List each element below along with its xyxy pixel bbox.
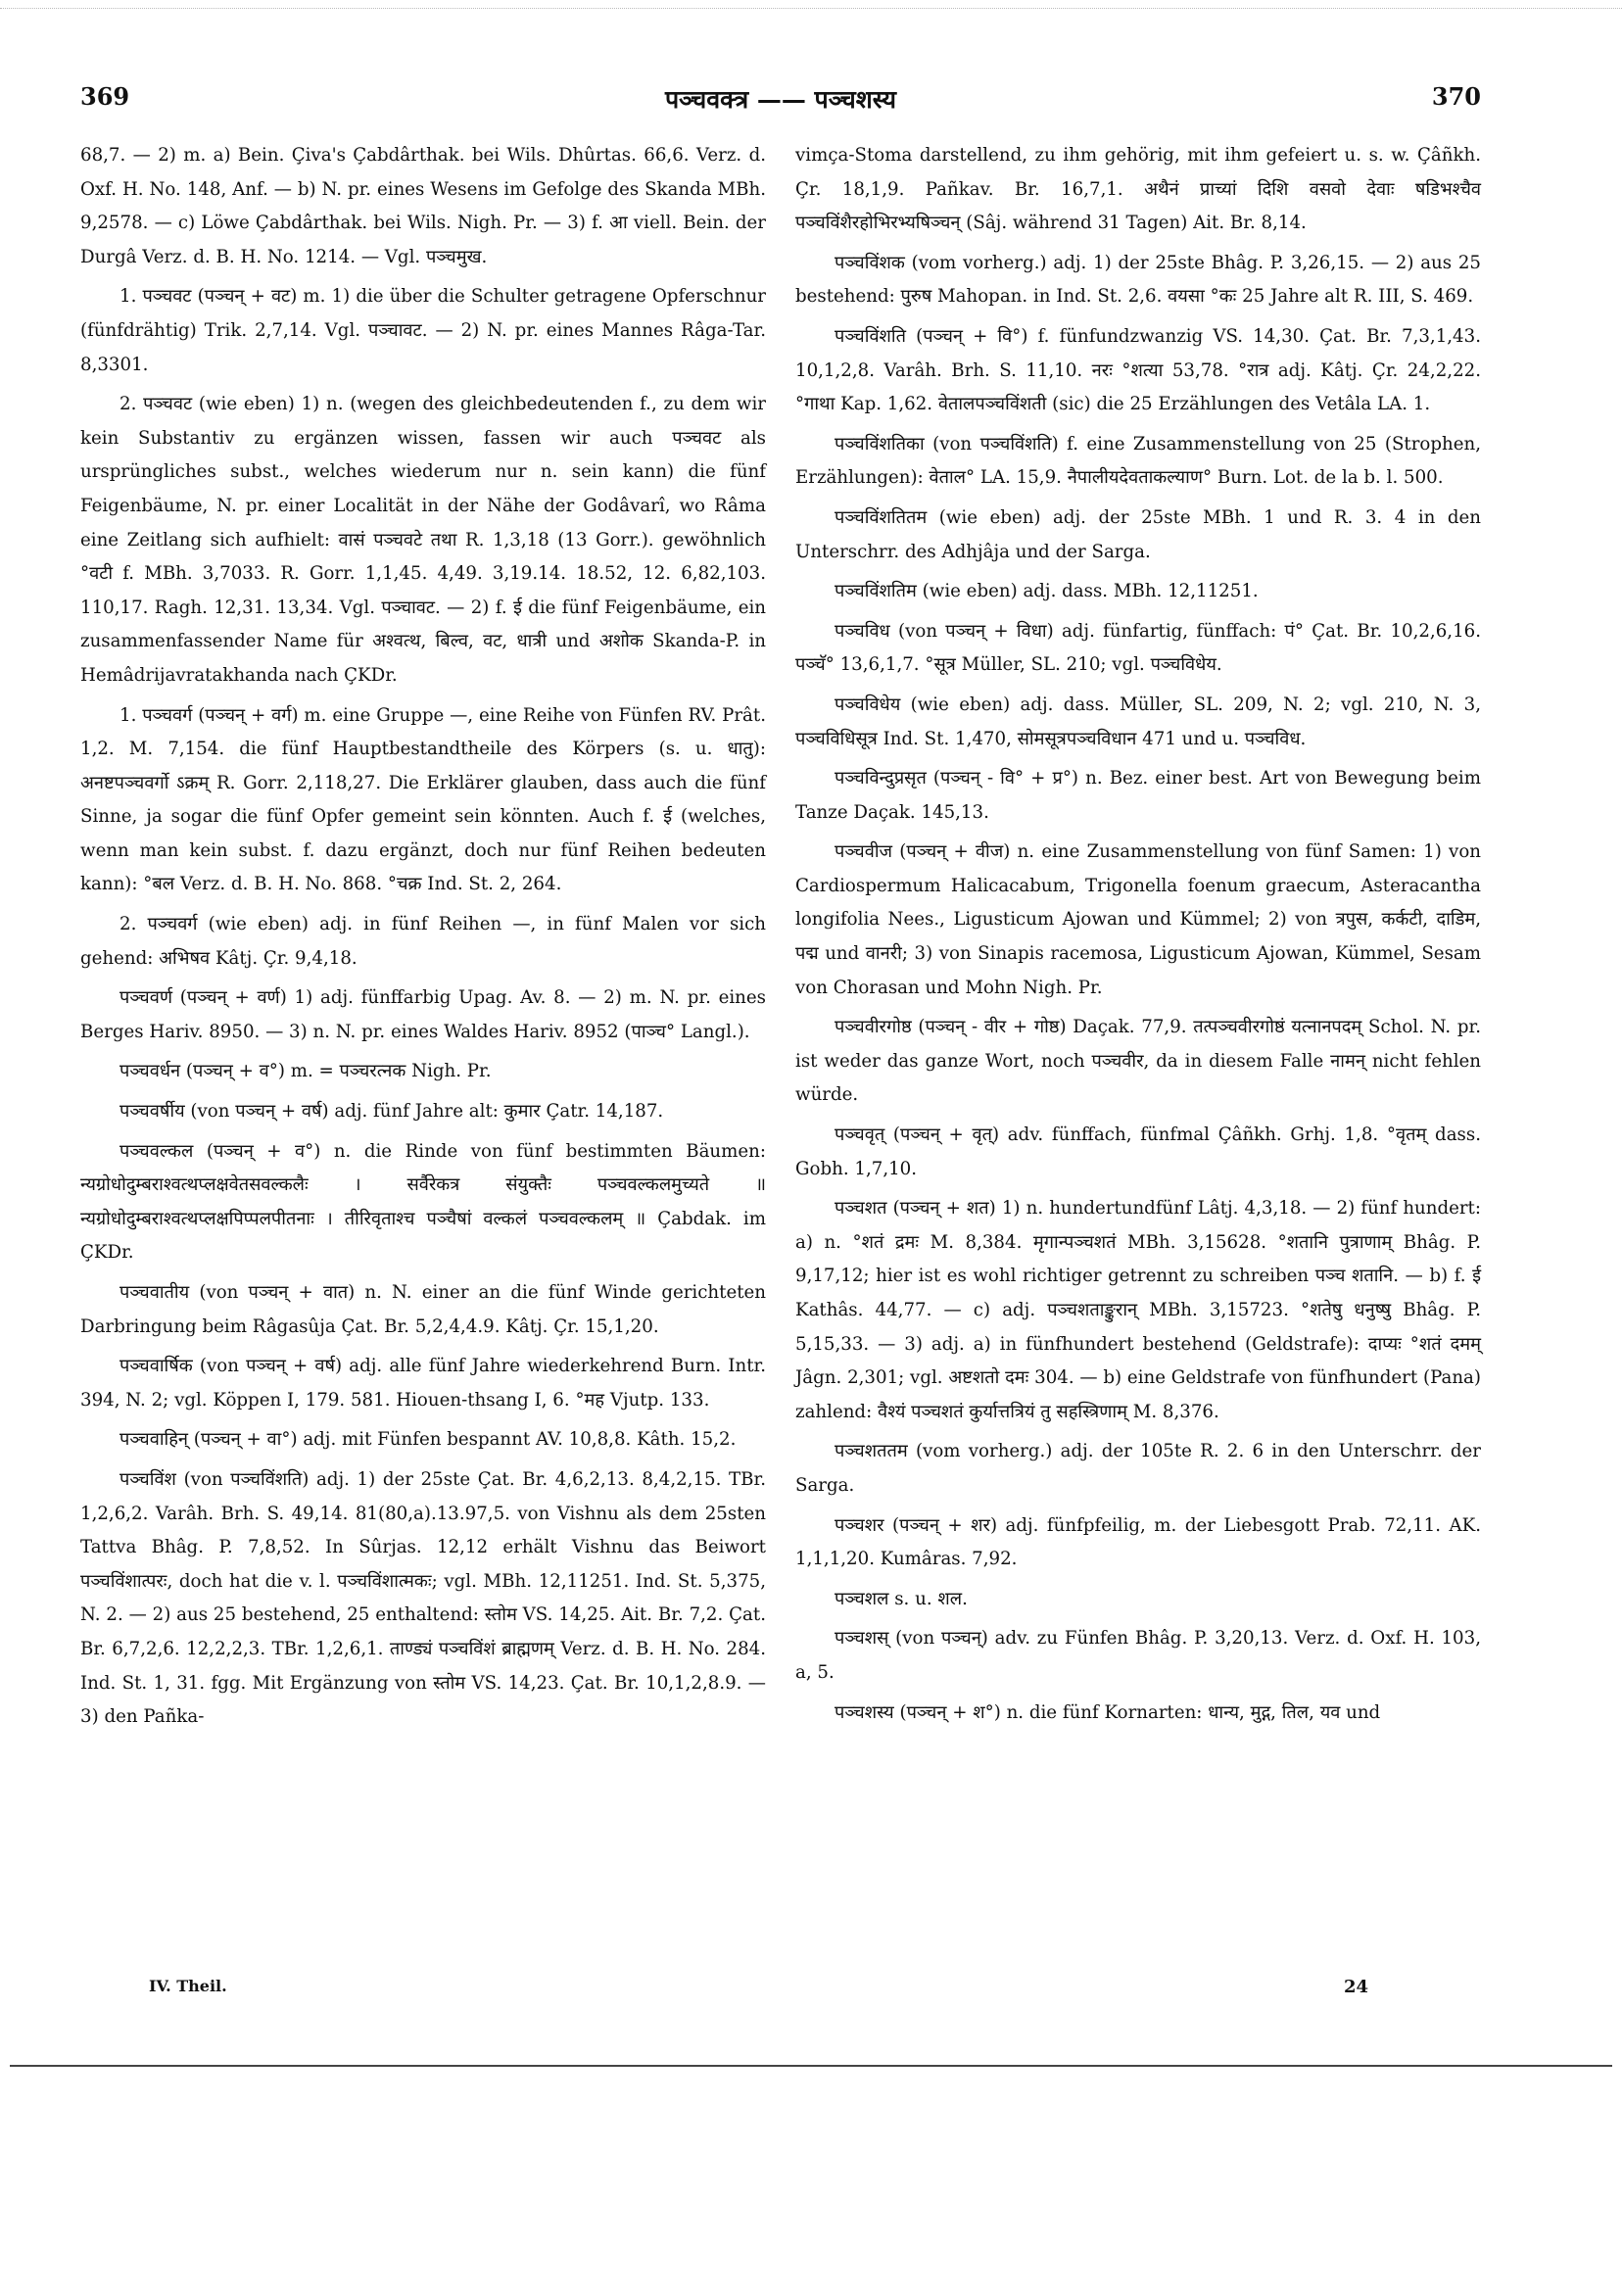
entry-pancasas: पञ्चशस् (von पञ्चन्) adv. zu Fünfen Bhâg. P. 3,20,13. Verz. d. Oxf. H. 103, a, 5. xyxy=(795,1628,1481,1683)
entry-pancavata-1: 1. पञ्चवट (पञ्चन् + वट) m. 1) die über die Schulter getragene Opferschnur (fünfdrähtig) Trik. 2,7,14. Vgl. पञ्चावट. — 2) N. pr. eines Mannes Râga-Tar. 8,3301. xyxy=(80,286,766,375)
left-page-number: 369 xyxy=(80,82,130,111)
entry-pancavidheya: पञ्चविधेय (wie eben) adj. dass. Müller, SL. 209, N. 2; vgl. 210, N. 3, पञ्चविधिसूत्र Ind. St. 1,470, सोमसूत्रपञ्चविधान 471 und u. पञ्चविध. xyxy=(795,694,1481,749)
running-head: पञ्चवक्त्र —— पञ्चशस्य xyxy=(664,85,897,114)
volume-signature: IV. Theil. xyxy=(149,1977,227,1995)
entry-pancavarga-1: 1. पञ्चवर्ग (पञ्चन् + वर्ग) m. eine Gruppe —, eine Reihe von Fünfen RV. Prât. 1,2. M. 7,154. die fünf Hauptbestandtheile des Körpers (s. u. धातु): अनष्टपञ्चवर्गो ऽक्रम् R. Gorr. 2,118,27. Die Erklärer glauben, dass auch die fünf Sinne, ja sogar die fünf Opfer gemeint sein könnten. Auch f. ई (welches, wenn man kein subst. f. dazu ergänzt, doch nur fünf Reihen bedeuten kann): °बल Verz. d. B. H. No. 868. °चक्र Ind. St. 2, 264. xyxy=(80,704,766,895)
entry-pancavarshiya: पञ्चवर्षीय (von पञ्चन् + वर्ष) adj. fünf Jahre alt: कुमार Çatr. 14,187. xyxy=(119,1101,664,1123)
entry-pancavardhana: पञ्चवर्धन (पञ्चन् + व°) m. = पञ्चरत्नक Nigh. Pr. xyxy=(119,1061,492,1082)
entry-pancasata: पञ्चशत (पञ्चन् + शत) 1) n. hundertundfünf Lâtj. 4,3,18. — 2) fünf hundert: a) n. °शतं द्रमः M. 8,384. मृगान्पञ्चशतं MBh. 3,15628. °शतानि पुत्राणाम् Bhâg. P. 9,17,12; hier ist es wohl richtiger getrennt zu schreiben पञ्च शतानि. — b) f. ई Kathâs. 44,77. — c) adj. पञ्चशताङ्कुरान् MBh. 3,15723. °शतेषु धनुष्षु Bhâg. P. 5,15,33. — 3) adj. a) in fünfhundert bestehend (Geldstrafe): दाप्यः °शतं दमम् Jâgn. 2,301; vgl. अष्टशतो दमः 304. — b) eine Geldstrafe von fünfhundert (Pana) zahlend: वैश्यं पञ्चशतं कुर्यात्तत्रियं तु सहस्त्रिणाम् M. 8,376. xyxy=(795,1198,1481,1422)
entry-pancavata-2: 2. पञ्चवट (wie eben) 1) n. (wegen des gleichbedeutenden f., zu dem wir kein Substantiv zu ergänzen wissen, fassen wir auch पञ्चवट als ursprüngliches subst., welches wiederum nur n. sein kann) die fünf Feigenbäume, N. pr. einer Localität in der Nähe der Godâvarî, wo Râma eine Zeitlang sich aufhielt: वासं पञ्चवटे तथा R. 1,3,18 (13 Gorr.). gewöhnlich °वटी f. MBh. 3,7033. R. Gorr. 1,1,45. 4,49. 3,19.14. 18.52, 12. 6,82,103. 110,17. Ragh. 12,31. 13,34. Vgl. पञ्चावट. — 2) f. ई die fünf Feigenbäume, ein zusammenfassender Name für अश्वत्थ, बिल्व, वट, धात्री und अशोक Skanda-P. in Hemâdrijavratakhanda nach ÇKDr. xyxy=(80,394,766,686)
entry-pancavarna: पञ्चवर्ण (पञ्चन् + वर्ण) 1) adj. fünffarbig Upag. Av. 8. — 2) m. N. pr. eines Berges Hariv. 8950. — 3) n. N. pr. eines Waldes Hariv. 8952 (पाञ्च° Langl.). xyxy=(80,987,766,1042)
entry-pancasara: पञ्चशर (पञ्चन् + शर) adj. fünfpfeilig, m. der Liebesgott Prab. 72,11. AK. 1,1,1,20. Kumâras. 7,92. xyxy=(795,1514,1481,1570)
right-column xyxy=(795,139,1481,1736)
bottom-scan-rule xyxy=(10,2065,1612,2067)
entry-pancavrt: पञ्चवृत् (पञ्चन् + वृत्) adv. fünffach, fünfmal Çâñkh. Grhj. 1,8. °वृतम् dass. Gobh. 1,7,10. xyxy=(795,1124,1481,1179)
entry-pancavimsati: पञ्चविंशति (पञ्चन् + वि°) f. fünfundzwanzig VS. 14,30. Çat. Br. 7,3,1,43. 10,1,2,8. Varâh. Brh. S. 11,10. नरः °शत्या 53,78. °रात्र adj. Kâtj. Çr. 24,2,22. °गाथा Kap. 1,62. वेतालपञ्चविंशती (sic) die 25 Erzählungen des Vetâla LA. 1. xyxy=(795,325,1481,415)
entry-pancavija: पञ्चवीज (पञ्चन् + वीज) n. eine Zusammenstellung von fünf Samen: 1) von Cardiospermum Halicacabum, Trigonella foenum graecum, Asteracantha longifolia Nees., Ligusticum Ajowan und Kümmel; 2) von त्रपुस, कर्कटी, दाडिम, पद्म und वानरी; 3) von Sinapis racemosa, Ligusticum Ajowan, Kümmel, Sesam von Chorasan und Mohn Nigh. Pr. xyxy=(795,841,1481,998)
entry-continuation: 68,7. — 2) m. a) Bein. Çiva's Çabdârthak. bei Wils. Dhûrtas. 66,6. Verz. d. Oxf. H. No. 148, Anf. — b) N. pr. eines Wesens im Gefolge des Skanda MBh. 9,2578. — c) Löwe Çabdârthak. bei Wils. Nigh. Pr. — 3) f. आ viell. Bein. der Durgâ Verz. d. B. H. No. 1214. — Vgl. पञ्चमुख. xyxy=(80,145,766,267)
left-column xyxy=(80,139,766,1741)
sheet-number: 24 xyxy=(1344,1977,1369,1997)
entry-pancavimsatima: पञ्चविंशतिम (wie eben) adj. dass. MBh. 12,11251. xyxy=(835,581,1259,602)
entry-pancavarga-2: 2. पञ्चवर्ग (wie eben) adj. in fünf Reihen —, in fünf Malen vor sich gehend: अभिषव Kâtj. Çr. 9,4,18. xyxy=(80,914,766,969)
right-page-number: 370 xyxy=(1431,82,1481,111)
entry-pancavinduprasrta: पञ्चविन्दुप्रसृत (पञ्चन् - वि° + प्र°) n. Bez. einer best. Art von Bewegung beim Tanze Daçak. 145,13. xyxy=(795,768,1481,823)
entry-pancasatatama: पञ्चशततम (vom vorherg.) adj. der 105te R. 2. 6 in den Unterschrr. der Sarga. xyxy=(795,1441,1481,1496)
top-scan-border xyxy=(0,0,1622,9)
entry-pancavalkala: पञ्चवल्कल (पञ्चन् + व°) n. die Rinde von fünf bestimmten Bäumen: न्यग्रोधोदुम्बराश्वत्थप्लक्षवेतसवल्कलैः । सर्वैरेकत्र संयुक्तैः पञ्चवल्कलमुच्यते ॥ न्यग्रोधोदुम्बराश्वत्थप्लक्षपिप्पलपीतनाः । तीरिवृताश्च पञ्चैषां वल्कलं पञ्चवल्कलम् ॥ Çabdak. im ÇKDr. xyxy=(80,1140,766,1264)
entry-pancavatiya: पञ्चवातीय (von पञ्चन् + वात) n. N. einer an die fünf Winde gerichteten Darbringung beim Râgasûja Çat. Br. 5,2,4,4.9. Kâtj. Çr. 15,1,20. xyxy=(80,1282,766,1337)
entry-pancaviragoshtha: पञ्चवीरगोष्ठ (पञ्चन् - वीर + गोष्ठ) Daçak. 77,9. तत्पञ्चवीरगोष्ठं यत्नानपदम् Schol. N. pr. ist weder das ganze Wort, noch पञ्चवीर, da in diesem Falle नामन् nicht fehlen würde. xyxy=(795,1017,1481,1106)
entry-pancavahin: पञ्चवाहिन् (पञ्चन् + वा°) adj. mit Fünfen bespannt AV. 10,8,8. Kâth. 15,2. xyxy=(119,1429,737,1451)
entry-pancavimsaka: पञ्चविंशक (vom vorherg.) adj. 1) der 25ste Bhâg. P. 3,26,15. — 2) aus 25 bestehend: पुरुष Mahopan. in Ind. St. 2,6. वयसा °कः 25 Jahre alt R. III, S. 469. xyxy=(795,252,1481,308)
entry-pancasasya: पञ्चशस्य (पञ्चन् + श°) n. die fünf Kornarten: धान्य, मुद्ग, तिल, यव und xyxy=(835,1701,1381,1723)
entry-pancavimsa: पञ्चविंश (von पञ्चविंशति) adj. 1) der 25ste Çat. Br. 4,6,2,13. 8,4,2,15. TBr. 1,2,6,2. Varâh. Brh. S. 49,14. 81(80,a).13.97,5. von Vishnu als dem 25sten Tattva Bhâg. P. 7,8,52. In Sûrjas. 12,12 erhält Vishnu das Beiwort पञ्चविंशात्परः, doch hat die v. l. पञ्चविंशात्मकः; vgl. MBh. 12,11251. Ind. St. 5,375, N. 2. — 2) aus 25 bestehend, 25 enthaltend: स्तोम VS. 14,25. Ait. Br. 7,2. Çat. Br. 6,7,2,6. 12,2,2,3. TBr. 1,2,6,1. ताण्ड्यं पञ्चविंशं ब्राह्मणम् Verz. d. B. H. No. 284. Ind. St. 1, 31. fgg. Mit Ergänzung von स्तोम VS. 14,23. Çat. Br. 10,1,2,8.9. — 3) den Pañka- xyxy=(80,1468,766,1728)
page-header xyxy=(80,82,1481,121)
entry-pancasala: पञ्चशल s. u. शल. xyxy=(835,1588,968,1609)
entry-pancavimsatitama: पञ्चविंशतितम (wie eben) adj. der 25ste MBh. 1 und R. 3. 4 in den Unterschrr. des Adhjâja und der Sarga. xyxy=(795,506,1481,562)
entry-pancavarshika: पञ्चवार्षिक (von पञ्चन् + वर्ष) adj. alle fünf Jahre wiederkehrend Burn. Intr. 394, N. 2; vgl. Köppen I, 179. 581. Hiouen-thsang I, 6. °मह Vjutp. 133. xyxy=(80,1356,766,1411)
entry-pancavimsatika: पञ्चविंशतिका (von पञ्चविंशति) f. eine Zusammenstellung von 25 (Strophen, Erzählungen): वेताल° LA. 15,9. नैपालीयदेवताकल्याण° Burn. Lot. de la b. l. 500. xyxy=(795,433,1481,489)
entry-pancavidha: पञ्चविध (von पञ्चन् + विधा) adj. fünfartig, fünffach: पं° Çat. Br. 10,2,6,16. पञ्चॅ° 13,6,1,7. °सूत्र Müller, SL. 210; vgl. पञ्चविधेय. xyxy=(795,620,1481,676)
entry-continuation: vimça-Stoma darstellend, zu ihm gehörig, mit ihm gefeiert u. s. w. Çâñkh. Çr. 18,1,9. Pañkav. Br. 16,7,1. अथैनं प्राच्यां दिशि वसवो देवाः षडिभश्चैव पञ्चविंशैरहोभिरभ्यषिञ्चन् (Sâj. während 31 Tagen) Ait. Br. 8,14. xyxy=(795,145,1481,234)
